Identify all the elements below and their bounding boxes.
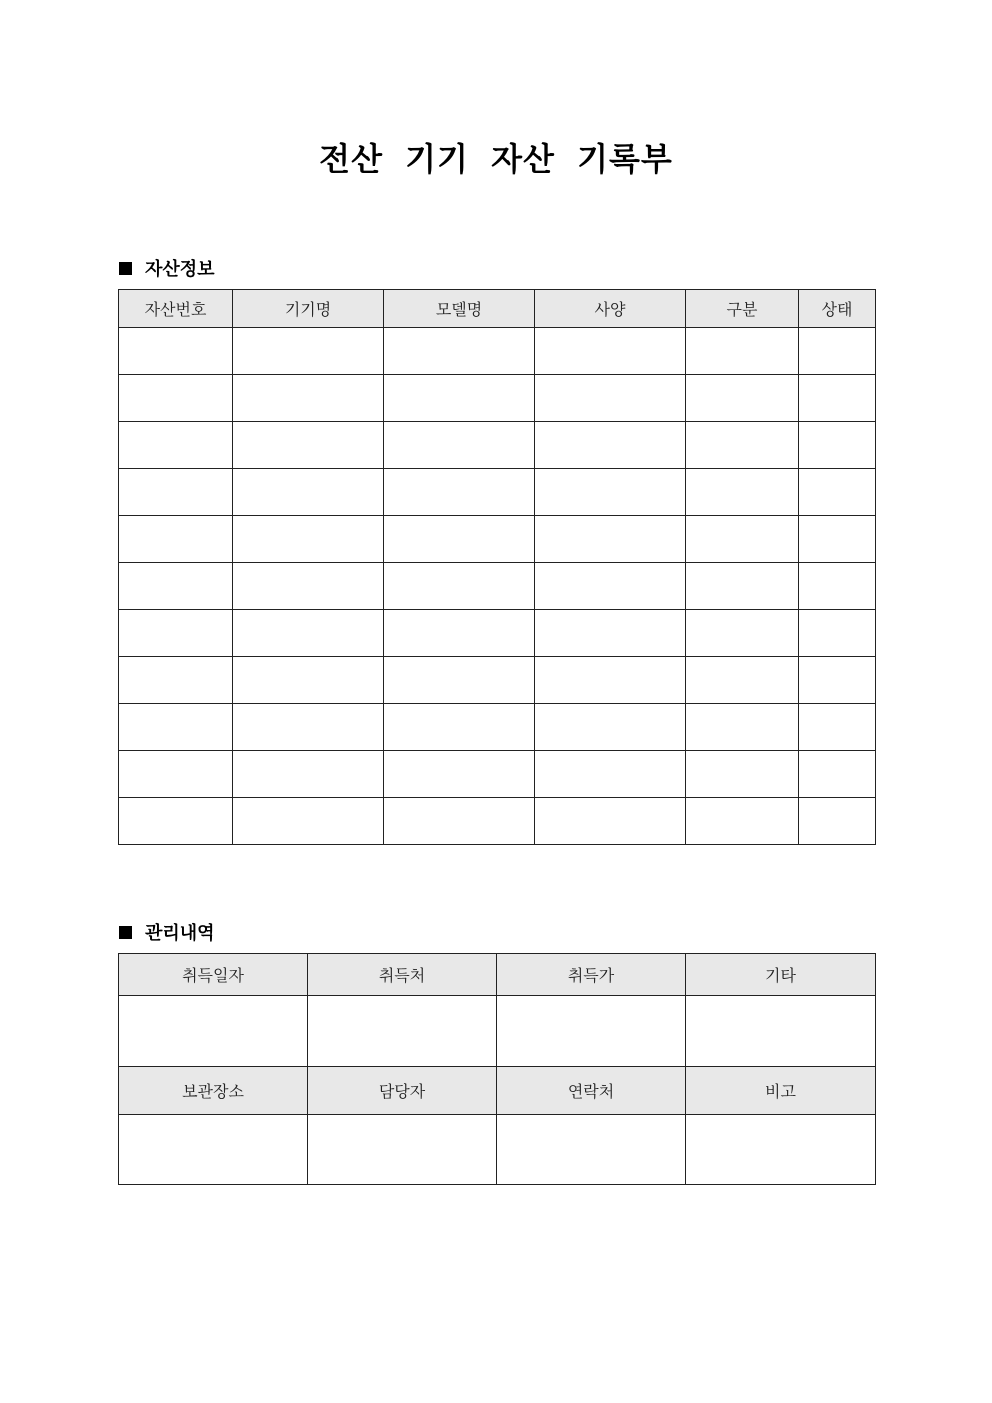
status-cell[interactable] xyxy=(799,516,876,563)
manager-cell[interactable] xyxy=(308,1115,497,1185)
status-cell[interactable] xyxy=(799,751,876,798)
asset-section-heading xyxy=(119,255,215,281)
spec-cell[interactable] xyxy=(535,657,686,704)
category-cell[interactable] xyxy=(686,798,799,845)
device-name-cell[interactable] xyxy=(233,751,384,798)
device-name-cell[interactable] xyxy=(233,328,384,375)
asset-table-header-row xyxy=(119,290,876,328)
category-cell[interactable] xyxy=(686,375,799,422)
asset-row xyxy=(119,751,876,798)
asset-number-cell[interactable] xyxy=(119,375,233,422)
label-acquisition-date: 취득일자 xyxy=(119,954,308,996)
col-header-category: 구분 xyxy=(686,290,799,328)
acquisition-price-cell[interactable] xyxy=(497,996,686,1067)
category-cell[interactable] xyxy=(686,563,799,610)
model-name-cell[interactable] xyxy=(384,704,535,751)
spec-cell[interactable] xyxy=(535,375,686,422)
col-header-model-name: 모델명 xyxy=(384,290,535,328)
asset-number-cell[interactable] xyxy=(119,798,233,845)
spec-cell[interactable] xyxy=(535,422,686,469)
asset-section-label: 자산정보 xyxy=(145,259,215,280)
status-cell[interactable] xyxy=(799,422,876,469)
label-other: 기타 xyxy=(686,954,876,996)
category-cell[interactable] xyxy=(686,328,799,375)
acquisition-date-cell[interactable] xyxy=(119,996,308,1067)
device-name-cell[interactable] xyxy=(233,610,384,657)
asset-row xyxy=(119,610,876,657)
label-remarks: 비고 xyxy=(686,1067,876,1115)
spec-cell[interactable] xyxy=(535,751,686,798)
status-cell[interactable] xyxy=(799,469,876,516)
asset-number-cell[interactable] xyxy=(119,563,233,610)
category-cell[interactable] xyxy=(686,422,799,469)
device-name-cell[interactable] xyxy=(233,657,384,704)
contact-cell[interactable] xyxy=(497,1115,686,1185)
asset-row xyxy=(119,422,876,469)
status-cell[interactable] xyxy=(799,704,876,751)
category-cell[interactable] xyxy=(686,657,799,704)
asset-row xyxy=(119,704,876,751)
device-name-cell[interactable] xyxy=(233,469,384,516)
col-header-spec: 사양 xyxy=(535,290,686,328)
asset-row xyxy=(119,798,876,845)
spec-cell[interactable] xyxy=(535,328,686,375)
asset-table-body xyxy=(119,328,876,845)
storage-location-cell[interactable] xyxy=(119,1115,308,1185)
spec-cell[interactable] xyxy=(535,704,686,751)
label-contact: 연락처 xyxy=(497,1067,686,1115)
label-manager: 담당자 xyxy=(308,1067,497,1115)
asset-row xyxy=(119,657,876,704)
device-name-cell[interactable] xyxy=(233,798,384,845)
asset-row xyxy=(119,563,876,610)
status-cell[interactable] xyxy=(799,563,876,610)
other-cell[interactable] xyxy=(686,996,876,1067)
col-header-asset-number: 자산번호 xyxy=(119,290,233,328)
spec-cell[interactable] xyxy=(535,610,686,657)
model-name-cell[interactable] xyxy=(384,469,535,516)
asset-number-cell[interactable] xyxy=(119,657,233,704)
device-name-cell[interactable] xyxy=(233,704,384,751)
category-cell[interactable] xyxy=(686,751,799,798)
model-name-cell[interactable] xyxy=(384,516,535,563)
model-name-cell[interactable] xyxy=(384,375,535,422)
device-name-cell[interactable] xyxy=(233,563,384,610)
category-cell[interactable] xyxy=(686,469,799,516)
device-name-cell[interactable] xyxy=(233,375,384,422)
asset-number-cell[interactable] xyxy=(119,469,233,516)
model-name-cell[interactable] xyxy=(384,657,535,704)
management-entry-row xyxy=(119,1115,876,1185)
management-table xyxy=(118,953,876,1185)
status-cell[interactable] xyxy=(799,375,876,422)
acquisition-source-cell[interactable] xyxy=(308,996,497,1067)
asset-row xyxy=(119,328,876,375)
status-cell[interactable] xyxy=(799,798,876,845)
label-storage-location: 보관장소 xyxy=(119,1067,308,1115)
spec-cell[interactable] xyxy=(535,798,686,845)
spec-cell[interactable] xyxy=(535,563,686,610)
asset-row xyxy=(119,516,876,563)
management-header-row xyxy=(119,954,876,996)
model-name-cell[interactable] xyxy=(384,610,535,657)
management-section-heading xyxy=(119,919,215,945)
management-header-row xyxy=(119,1067,876,1115)
asset-number-cell[interactable] xyxy=(119,422,233,469)
model-name-cell[interactable] xyxy=(384,563,535,610)
asset-number-cell[interactable] xyxy=(119,610,233,657)
asset-info-table xyxy=(118,289,876,845)
spec-cell[interactable] xyxy=(535,516,686,563)
label-acquisition-source: 취득처 xyxy=(308,954,497,996)
model-name-cell[interactable] xyxy=(384,328,535,375)
asset-row xyxy=(119,375,876,422)
asset-number-cell[interactable] xyxy=(119,516,233,563)
status-cell[interactable] xyxy=(799,657,876,704)
device-name-cell[interactable] xyxy=(233,516,384,563)
asset-row xyxy=(119,469,876,516)
model-name-cell[interactable] xyxy=(384,422,535,469)
col-header-status: 상태 xyxy=(799,290,876,328)
status-cell[interactable] xyxy=(799,610,876,657)
page-title: 전산 기기 자산 기록부 xyxy=(319,140,673,178)
category-cell[interactable] xyxy=(686,610,799,657)
square-bullet-icon xyxy=(119,926,132,939)
management-section-label: 관리내역 xyxy=(145,923,215,944)
remarks-cell[interactable] xyxy=(686,1115,876,1185)
asset-number-cell[interactable] xyxy=(119,704,233,751)
label-acquisition-price: 취득가 xyxy=(497,954,686,996)
asset-number-cell[interactable] xyxy=(119,751,233,798)
category-cell[interactable] xyxy=(686,516,799,563)
status-cell[interactable] xyxy=(799,328,876,375)
square-bullet-icon xyxy=(119,262,132,275)
spec-cell[interactable] xyxy=(535,469,686,516)
model-name-cell[interactable] xyxy=(384,751,535,798)
model-name-cell[interactable] xyxy=(384,798,535,845)
col-header-device-name: 기기명 xyxy=(233,290,384,328)
category-cell[interactable] xyxy=(686,704,799,751)
management-entry-row xyxy=(119,996,876,1067)
asset-number-cell[interactable] xyxy=(119,328,233,375)
device-name-cell[interactable] xyxy=(233,422,384,469)
